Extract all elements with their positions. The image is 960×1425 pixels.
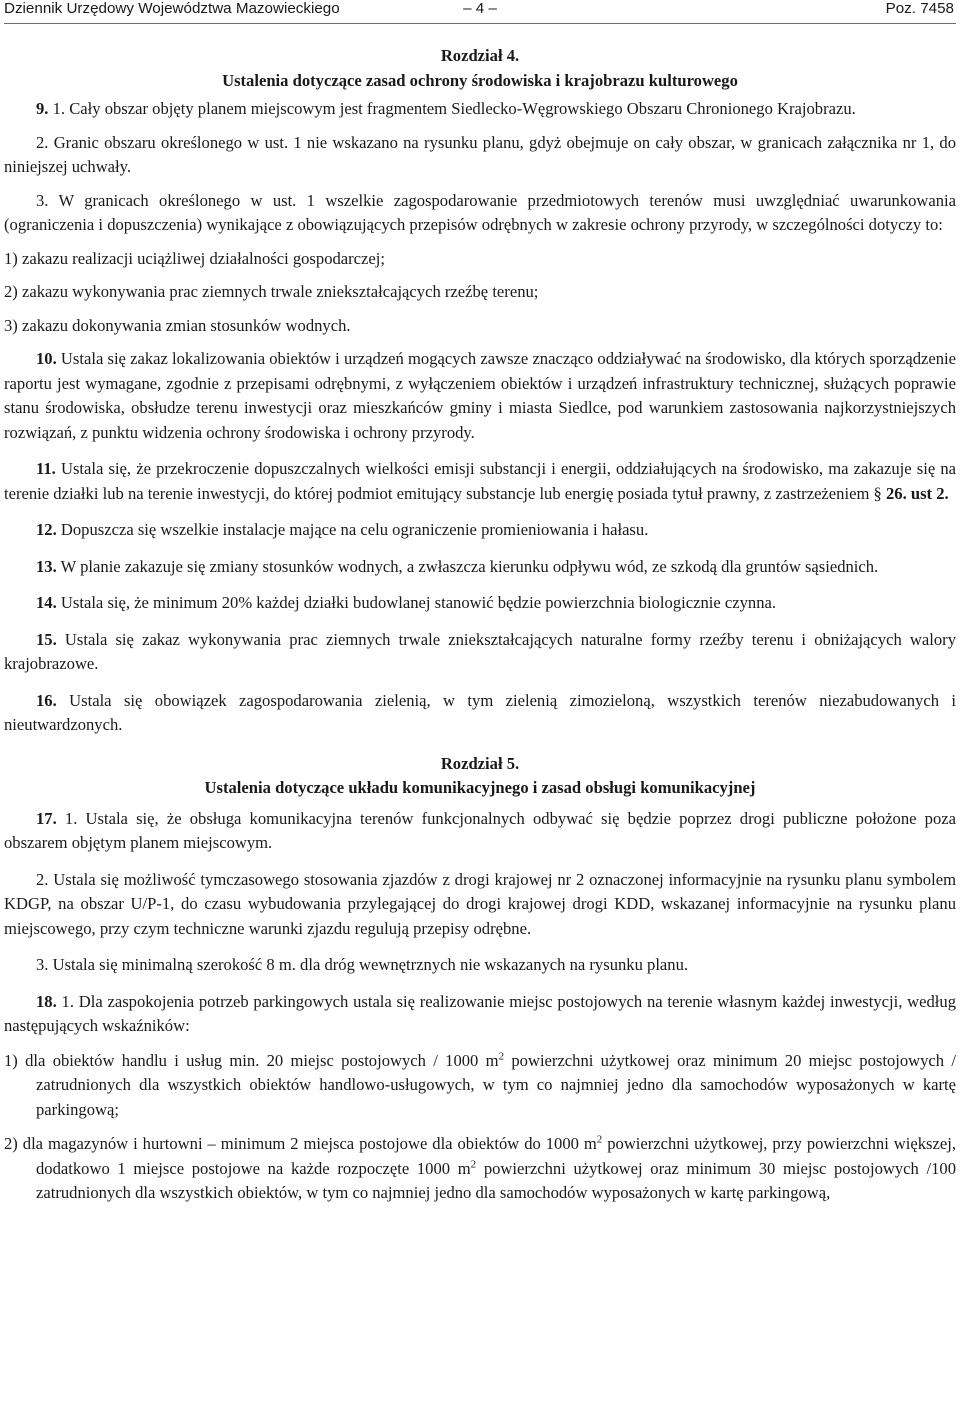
section-15-text: Ustala się zakaz wykonywania prac ziemnych trwale zniekształcających naturalne formy rzeźby terenu i obniżających walory krajobrazowe. bbox=[4, 629, 956, 673]
section-10-text: Ustala się zakaz lokalizowania obiektów i urządzeń mogących zawsze znacząco oddziaływać na środowisko, dla których sporządzenie raportu jest wymagane, zgodnie z przepisami odrębnymi, z wyłączeniem obiektów i urządzeń infrastruktury technicznej, służących poprawie stanu środowiska, obsłudze terenu inwestycji oraz mieszkańców gminy i miasta Siedlce, pod warunkiem zastosowania najkorzystniejszych rozwiązań, z punktu widzenia ochrony środowiska i ochrony przyrody. bbox=[4, 349, 956, 442]
section-10-number: 10. bbox=[36, 349, 57, 368]
section-12-number: 12. bbox=[36, 520, 57, 539]
section-9-paragraph-3: 3. W granicach określonego w ust. 1 wszelkie zagospodarowanie przedmiotowych terenów musi uwzględniać uwarunkowania (ograniczenia i dopuszczenia) wynikające z obowiązujących przepisów odrębnych w zakresie ochrony przyrody, w szczególności dotyczy to: bbox=[4, 190, 956, 234]
section-10 bbox=[4, 347, 956, 445]
section-9-item-3: 3) zakazu dokonywania zmian stosunków wodnych. bbox=[4, 315, 351, 335]
section-sign-icon: § bbox=[873, 483, 882, 503]
section-17-paragraph-3: 3. Ustala się minimalną szerokość 8 m. dla dróg wewnętrznych nie wskazanych na rysunku planu. bbox=[36, 955, 689, 974]
section-11-text: Ustala się, że przekroczenie dopuszczalnych wielkości emisji substancji i energii, oddziałujących na środowisko, ma zakazuje się na terenie działki lub na terenie inwestycji, do której podmiot emitujący substancje lub energię posiada tytuł prawny, z zastrzeżeniem bbox=[4, 459, 956, 503]
section-14-text: Ustala się, że minimum 20% każdej działki budowlanej stanowić będzie powierzchnia biologicznie czynna. bbox=[60, 593, 777, 612]
chapter-4-number: Rozdział 4. bbox=[440, 46, 520, 65]
section-15-number: 15. bbox=[36, 629, 57, 649]
chapter-4-title: Ustalenia dotyczące zasad ochrony środowiska i krajobrazu kulturowego bbox=[222, 70, 738, 90]
position-number: Poz. 7458 bbox=[885, 0, 954, 17]
section-13-number: 13. bbox=[36, 556, 57, 576]
section-9-p1-number: 1. bbox=[52, 99, 66, 118]
section-18-item-2: 2) dla magazynów i hurtowni – minimum 2 miejsca postojowe dla obiektów do 1000 $m^2$ powierzchni użytkowej, przy powierzchni większej, dodatkowo 1 miejsce postojowe na każde rozpoczęte 1000 $m^2$ powierzchni użytkowej oraz minimum 30 miejsc postojowych /100 zatrudnionych dla wszystkich obiektów, w tym co najmniej jedno dla samochodów wyposażonych w kartę parkingową, bbox=[4, 1133, 956, 1202]
section-9-number: 9. bbox=[36, 99, 49, 118]
section-17-number: 17. bbox=[36, 808, 57, 828]
section-18-paragraph-1 bbox=[4, 990, 956, 1039]
section-13-text: W planie zakazuje się zmiany stosunków wodnych, a zwłaszcza kierunku odpływu wód, ze szkodą dla gruntów sąsiednich. bbox=[60, 556, 879, 576]
section-13 bbox=[4, 555, 956, 580]
section-12-text: Dopuszcza się wszelkie instalacje mające na celu ograniczenie promieniowania i hałasu. bbox=[60, 520, 649, 539]
section-17-paragraph-1 bbox=[4, 807, 956, 856]
page-header bbox=[4, 0, 956, 24]
section-9-item-1: 1) zakazu realizacji uciążliwej działalności gospodarczej; bbox=[4, 248, 385, 268]
page-number: – 4 – bbox=[463, 0, 497, 17]
section-9-item-2: 2) zakazu wykonywania prac ziemnych trwale zniekształcających rzeźbę terenu; bbox=[4, 282, 539, 301]
section-11-number: 11. bbox=[36, 459, 56, 478]
section-17-p1-text: 1. Ustala się, że obsługa komunikacyjna terenów funkcjonalnych odbywać się będzie poprzez drogi publiczne położone poza obszarem objętym planem miejscowym. bbox=[4, 808, 956, 852]
section-15 bbox=[4, 628, 956, 677]
chapter-5-number: Rozdział 5. bbox=[440, 753, 520, 773]
section-14-number: 14. bbox=[36, 593, 57, 612]
section-9-paragraph-2: 2. Granic obszaru określonego w ust. 1 nie wskazano na rysunku planu, gdyż obejmuje on cały obszar, w granicach załącznika nr 1, do niniejszej uchwały. bbox=[4, 132, 956, 176]
section-16 bbox=[4, 689, 956, 738]
section-16-text: Ustala się obowiązek zagospodarowania zielenią, w tym zielenią zimozieloną, wszystkich terenów niezabudowanych i nieutwardzonych. bbox=[4, 690, 956, 734]
journal-title: Dziennik Urzędowy Województwa Mazowieckiego bbox=[4, 0, 340, 17]
section-11-reference: 26. ust 2. bbox=[885, 483, 949, 503]
section-11 bbox=[4, 457, 956, 506]
section-14 bbox=[4, 591, 956, 616]
section-18-number: 18. bbox=[36, 991, 57, 1011]
section-12 bbox=[4, 518, 956, 543]
section-17-paragraph-2: 2. Ustala się możliwość tymczasowego stosowania zjazdów z drogi krajowej nr 2 oznaczonej informacyjnie na rysunku planu symbolem KDGP, na obszar U/P-1, do czasu wybudowania przylegającej do drogi krajowej drogi KDD, wskazanej informacyjnie na rysunku planu miejscowego, przy czym techniczne warunki zjazdu regulują przepisy odrębne. bbox=[4, 869, 956, 938]
chapter-5-title: Ustalenia dotyczące układu komunikacyjnego i zasad obsługi komunikacyjnej bbox=[204, 778, 756, 797]
section-9-p1-text: Cały obszar objęty planem miejscowym jest fragmentem Siedlecko-Węgrowskiego Obszaru Chronionego Krajobrazu. bbox=[69, 99, 856, 118]
section-18-p1-text: 1. Dla zaspokojenia potrzeb parkingowych ustala się realizowanie miejsc postojowych na terenie własnym każdej inwestycji, według następujących wskaźników: bbox=[4, 991, 956, 1035]
section-9-paragraph-1 bbox=[4, 97, 956, 122]
section-18-item-1: 1) dla obiektów handlu i usług min. 20 miejsc postojowych / 1000 $m^2$ powierzchni użytkowej oraz minimum 20 miejsc postojowych / zatrudnionych dla wszystkich obiektów handlowo-usługowych, w tym co najmniej jedno dla samochodów wyposażonych w kartę parkingową; bbox=[4, 1049, 957, 1119]
section-16-number: 16. bbox=[36, 690, 57, 710]
